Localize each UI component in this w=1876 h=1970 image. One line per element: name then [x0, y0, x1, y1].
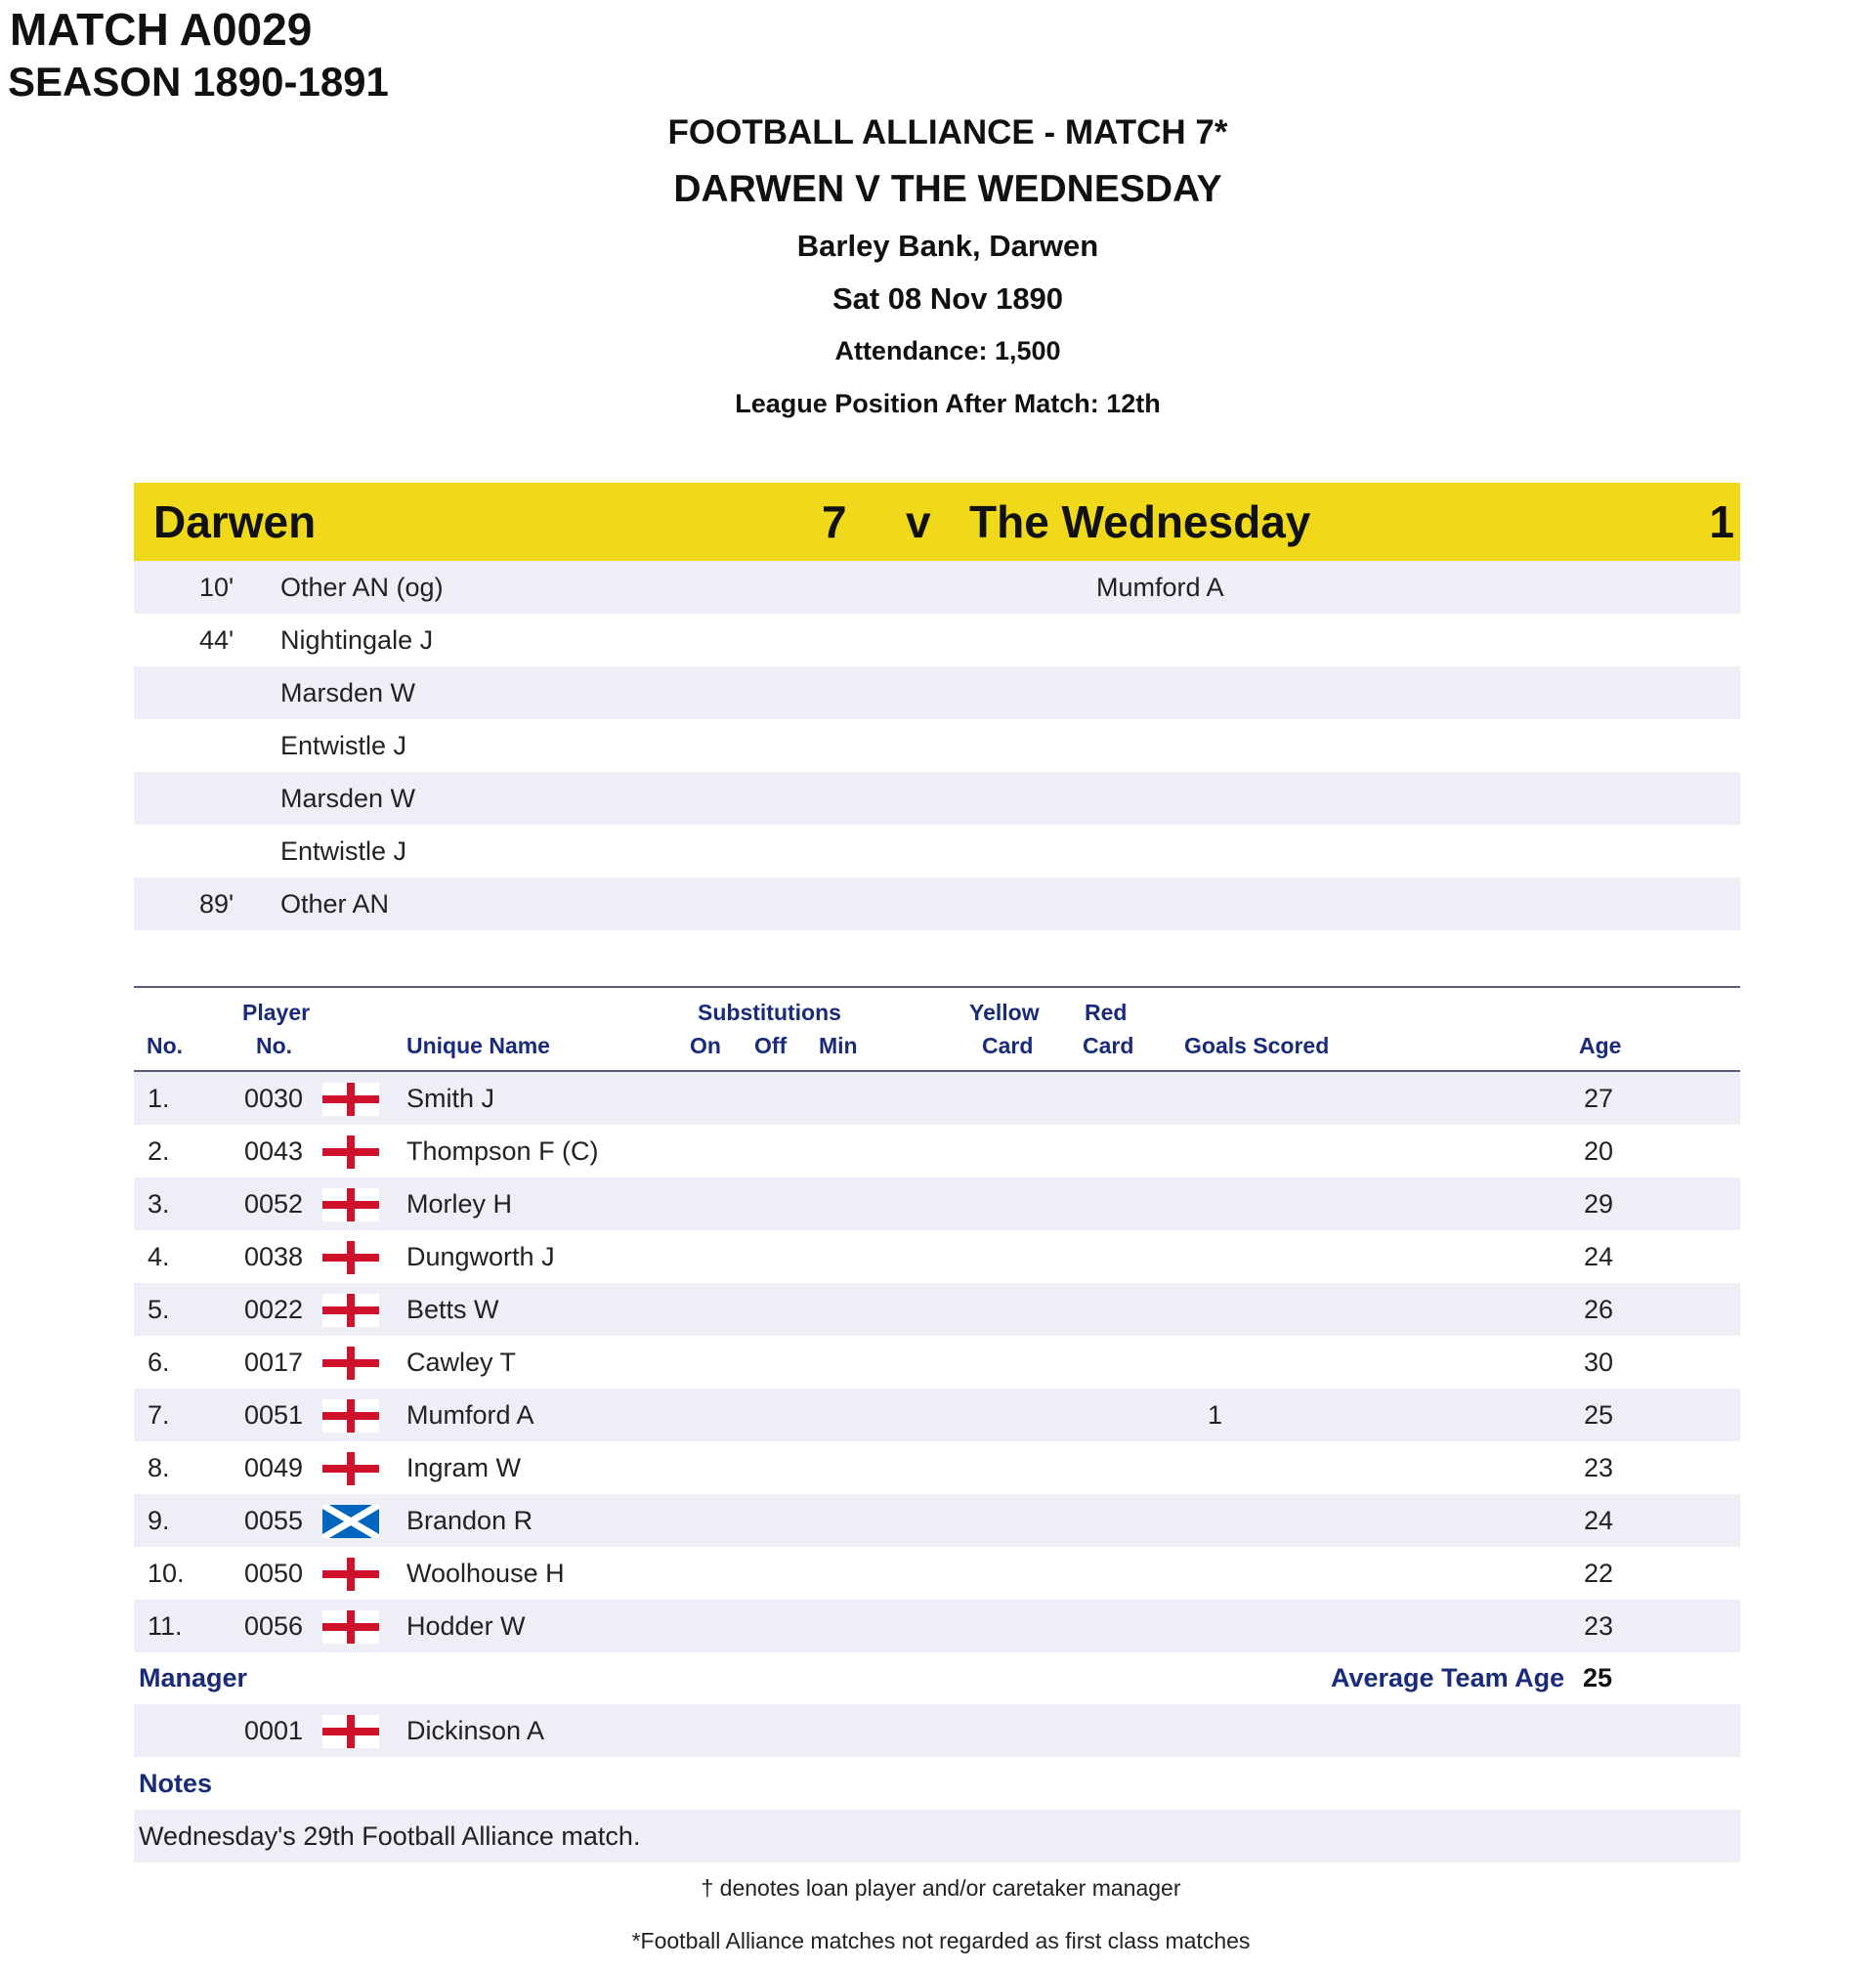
player-age: 22 [1584, 1559, 1614, 1588]
home-scorer: Marsden W [280, 678, 416, 707]
player-row [134, 1336, 1740, 1389]
player-index: 7. [148, 1400, 170, 1430]
player-row [134, 1441, 1740, 1494]
competition-title: FOOTBALL ALLIANCE - MATCH 7* [667, 113, 1228, 151]
league-position: League Position After Match: 12th [735, 389, 1161, 418]
player-index: 10. [148, 1559, 185, 1588]
england-flag-icon [322, 1610, 379, 1644]
player-name: Smith J [406, 1084, 495, 1113]
venue: Barley Bank, Darwen [796, 229, 1099, 263]
average-age-label: Average Team Age [1331, 1663, 1565, 1692]
goal-row [134, 719, 1740, 772]
player-age: 27 [1584, 1084, 1614, 1113]
player-row [134, 1230, 1740, 1283]
player-row [134, 1389, 1740, 1441]
england-flag-icon [322, 1135, 379, 1169]
alliance-footnote: *Football Alliance matches not regarded as first class matches [631, 1928, 1251, 1953]
player-age: 30 [1584, 1348, 1614, 1377]
header-red-top: Red [1085, 1000, 1128, 1025]
player-number: 0052 [244, 1189, 304, 1219]
player-index: 11. [148, 1611, 183, 1641]
england-flag-icon [322, 1083, 379, 1116]
player-number: 0051 [244, 1400, 304, 1430]
home-team-name: Darwen [153, 496, 317, 547]
header-red-bottom: Card [1083, 1033, 1134, 1058]
header-off: Off [754, 1033, 788, 1058]
player-row [134, 1283, 1740, 1336]
player-age: 23 [1584, 1453, 1614, 1482]
player-age: 24 [1584, 1506, 1614, 1535]
loan-footnote: † denotes loan player and/or caretaker manager [701, 1875, 1181, 1901]
header-player-bottom: No. [256, 1033, 293, 1058]
player-age: 29 [1584, 1189, 1614, 1219]
average-age-value: 25 [1583, 1663, 1613, 1692]
player-name: Morley H [406, 1189, 513, 1219]
home-scorer: Marsden W [280, 784, 416, 813]
home-scorer: Entwistle J [280, 731, 407, 760]
player-age: 20 [1584, 1136, 1614, 1166]
player-number: 0043 [244, 1136, 304, 1166]
header-yellow-bottom: Card [982, 1033, 1034, 1058]
goal-minute: 10' [199, 573, 234, 602]
player-index: 9. [148, 1506, 170, 1535]
away-scorer: Mumford A [1096, 573, 1224, 602]
header-no: No. [147, 1033, 184, 1058]
player-goals: 1 [1208, 1400, 1223, 1430]
player-row [134, 1600, 1740, 1652]
home-score: 7 [822, 496, 847, 547]
goal-minute: 44' [199, 625, 234, 655]
notes-row [134, 1810, 1740, 1863]
header-player-top: Player [242, 1000, 311, 1025]
away-team-name: The Wednesday [969, 496, 1311, 547]
player-age: 23 [1584, 1611, 1614, 1641]
score-bar [134, 483, 1740, 561]
player-name: Brandon R [406, 1506, 533, 1535]
home-scorer: Other AN [280, 889, 390, 919]
player-index: 8. [148, 1453, 170, 1482]
header-age: Age [1579, 1033, 1622, 1058]
notes-label: Notes [139, 1769, 213, 1798]
player-index: 3. [148, 1189, 170, 1219]
notes-text: Wednesday's 29th Football Alliance match. [139, 1821, 641, 1851]
away-score: 1 [1709, 496, 1734, 547]
goal-row [134, 825, 1740, 878]
player-number: 0030 [244, 1084, 304, 1113]
player-name: Mumford A [406, 1400, 534, 1430]
fixture-title: DARWEN V THE WEDNESDAY [673, 168, 1222, 210]
player-name: Thompson F (C) [406, 1136, 599, 1166]
player-number: 0056 [244, 1611, 304, 1641]
player-index: 2. [148, 1136, 170, 1166]
player-index: 1. [148, 1084, 170, 1113]
player-age: 25 [1584, 1400, 1614, 1430]
manager-row [134, 1704, 1740, 1757]
player-number: 0049 [244, 1453, 304, 1482]
england-flag-icon [322, 1558, 379, 1591]
home-scorer: Nightingale J [280, 625, 434, 655]
player-number: 0050 [244, 1559, 304, 1588]
match-code: MATCH A0029 [10, 4, 313, 55]
player-row [134, 1125, 1740, 1178]
goal-row [134, 772, 1740, 825]
versus-label: v [906, 496, 931, 547]
player-name: Ingram W [406, 1453, 522, 1482]
season-label: SEASON 1890-1891 [8, 59, 389, 105]
player-name: Woolhouse H [406, 1559, 565, 1588]
manager-label: Manager [139, 1663, 248, 1692]
player-row [134, 1072, 1740, 1125]
player-row [134, 1178, 1740, 1230]
england-flag-icon [322, 1399, 379, 1433]
manager-name: Dickinson A [406, 1716, 545, 1745]
table-top-divider [134, 986, 1740, 988]
player-number: 0017 [244, 1348, 304, 1377]
header-on: On [690, 1033, 721, 1058]
england-flag-icon [322, 1294, 379, 1327]
match-date: Sat 08 Nov 1890 [831, 281, 1064, 316]
header-yellow-top: Yellow [969, 1000, 1040, 1025]
player-row [134, 1547, 1740, 1600]
player-name: Betts W [406, 1295, 499, 1324]
england-flag-icon [322, 1347, 379, 1380]
player-number: 0055 [244, 1506, 304, 1535]
goal-minute: 89' [199, 889, 234, 919]
player-name: Hodder W [406, 1611, 526, 1641]
goal-row [134, 666, 1740, 719]
player-name: Cawley T [406, 1348, 517, 1377]
scotland-flag-icon [322, 1505, 379, 1538]
player-name: Dungworth J [406, 1242, 555, 1271]
england-flag-icon [322, 1188, 379, 1221]
england-flag-icon [322, 1452, 379, 1485]
home-scorer: Other AN (og) [280, 573, 444, 602]
header-min: Min [819, 1033, 858, 1058]
header-unique-name: Unique Name [406, 1033, 550, 1058]
manager-number: 0001 [244, 1716, 304, 1745]
player-row [134, 1494, 1740, 1547]
home-scorer: Entwistle J [280, 836, 407, 866]
header-goals-scored: Goals Scored [1184, 1033, 1330, 1058]
goal-row [134, 614, 1740, 666]
player-number: 0022 [244, 1295, 304, 1324]
player-age: 24 [1584, 1242, 1614, 1271]
player-age: 26 [1584, 1295, 1614, 1324]
goal-row [134, 878, 1740, 930]
header-substitutions: Substitutions [698, 1000, 841, 1025]
player-index: 6. [148, 1348, 170, 1377]
england-flag-icon [322, 1241, 379, 1274]
player-index: 5. [148, 1295, 170, 1324]
player-index: 4. [148, 1242, 170, 1271]
goal-row [134, 561, 1740, 614]
attendance: Attendance: 1,500 [834, 336, 1061, 365]
player-number: 0038 [244, 1242, 304, 1271]
england-flag-icon [322, 1715, 379, 1748]
